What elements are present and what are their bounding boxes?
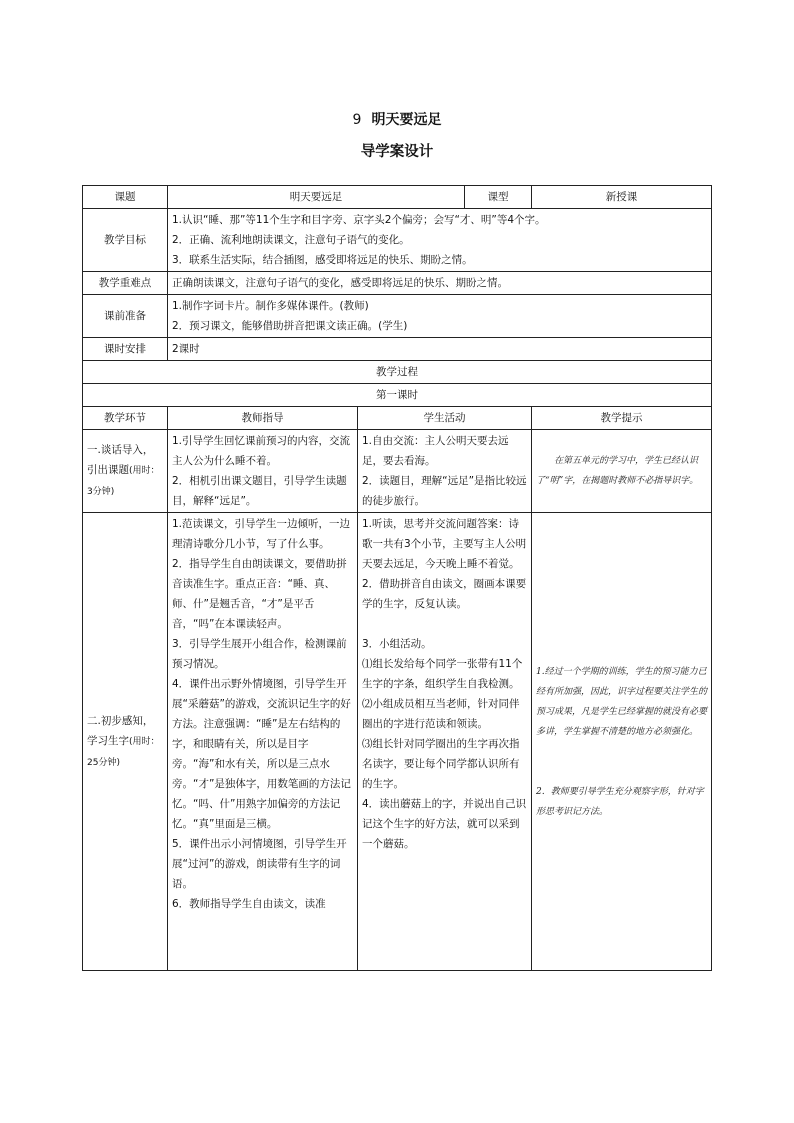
course-row — [83, 186, 712, 209]
hours-label: 课时安排 — [83, 338, 168, 361]
document-subtitle: 导学案设计 — [360, 144, 434, 160]
step-label: 二.初步感知，学习生字 — [87, 714, 154, 747]
teaching-tip: 在第五单元的学习中，学生已经认识了“明”字，在揭题时教师不必指导识字。 — [536, 456, 699, 486]
teacher-item: 2．相机引出课文题目，引导学生读题目，解释“远足”。 — [172, 475, 347, 507]
teaching-tip-cell — [532, 513, 712, 971]
focus-label: 教学重难点 — [83, 272, 168, 295]
teaching-tip-cell — [532, 430, 712, 513]
goal-item: 3．联系生活实际，结合插图，感受即将远足的快乐、期盼之情。 — [172, 254, 473, 266]
goal-item: 1.认识“睡、那”等11个生字和目字旁、京字头2个偏旁；会写“才、明”等4个字。 — [172, 214, 546, 226]
prep-row — [83, 295, 712, 338]
lesson-title — [0, 109, 794, 129]
lesson-title-text: 明天要远足 — [371, 112, 442, 128]
column-header: 学生活动 — [358, 407, 532, 430]
lesson-plan-table — [82, 185, 712, 971]
column-header-row — [83, 407, 712, 430]
teacher-item: 2．指导学生自由朗读课文，要借助拼音读准生字。重点正音：“睡、真、师、什”是翘舌音，“才”是平舌音，“吗”在本课读轻声。 — [172, 558, 347, 630]
student-item: ⑴组长发给每个同学一张带有11个生字的字条，组织学生自我检测。 — [362, 658, 523, 690]
focus-value: 正确朗读课文，注意句子语气的变化，感受即将远足的快乐、期盼之情。 — [168, 272, 712, 295]
student-item: 4．读出蘑菇上的字，并说出自己识记这个生字的好方法，就可以采到一个蘑菇。 — [362, 798, 527, 850]
step-label-cell — [83, 513, 168, 971]
teacher-guidance-cell — [168, 430, 358, 513]
process-heading-row — [83, 361, 712, 384]
step-time: (用时：3分钟) — [87, 466, 160, 497]
student-item: 1.自由交流：主人公明天要去远足，要去看海。 — [362, 435, 509, 467]
student-activity-cell — [358, 430, 532, 513]
prep-cell — [168, 295, 712, 338]
type-label: 课型 — [465, 186, 532, 209]
student-item: 2．读题目，理解“远足”是指比较远的徒步旅行。 — [362, 475, 527, 507]
session-heading-row — [83, 384, 712, 407]
session-heading: 第一课时 — [83, 384, 712, 407]
student-item: 3．小组活动。 — [362, 638, 432, 650]
teaching-tip: 2．教师要引导学生充分观察字形，针对字形思考识记方法。 — [536, 786, 704, 817]
student-item: ⑵小组成员相互当老师，针对同伴圈出的字进行范读和领读。 — [362, 698, 520, 730]
teacher-item: 6．教师指导学生自由读文，读准 — [172, 898, 326, 910]
student-item: ⑶组长针对同学圈出的生字再次指名读字，要让每个同学都认识所有的生字。 — [362, 738, 520, 790]
hours-row — [83, 338, 712, 361]
goal-item: 2．正确、流利地朗读课文，注意句子语气的变化。 — [172, 234, 410, 246]
teacher-item: 4．课件出示野外情境图，引导学生开展“采蘑菇”的游戏，交流识记生字的好方法。注意强调：“睡”是左右结构的字，和眼睛有关，所以是目字旁。“海”和水有关，所以是三点水旁。“才”是独体字，用数笔画的方法记忆。“吗、什”用熟字加偏旁的方法记忆。“真”里面是三横。 — [172, 678, 351, 830]
focus-row — [83, 272, 712, 295]
teacher-item: 5．课件出示小河情境图，引导学生开展“过河”的游戏，朗读带有生字的词语。 — [172, 838, 347, 890]
course-label: 课题 — [83, 186, 168, 209]
hours-value: 2课时 — [168, 338, 712, 361]
process-heading: 教学过程 — [83, 361, 712, 384]
prep-item: 1.制作字词卡片。制作多媒体课件。(教师) — [172, 300, 369, 312]
student-item: 1.听读，思考并交流问题答案：诗歌一共有3个小节，主要写主人公明天要去远足，今天晚上睡不着觉。 — [362, 518, 527, 570]
column-header: 教学提示 — [532, 407, 712, 430]
type-value: 新授课 — [532, 186, 712, 209]
teaching-tip: 1.经过一个学期的训练，学生的预习能力已经有所加强，因此，识字过程要关注学生的预习成果，凡是学生已经掌握的就没有必要多讲，学生掌握不清楚的地方必须强化。 — [536, 666, 708, 737]
goals-label: 教学目标 — [83, 209, 168, 272]
teacher-item: 3．引导学生展开小组合作，检测课前预习情况。 — [172, 638, 347, 670]
prep-label: 课前准备 — [83, 295, 168, 338]
student-item: 2．借助拼音自由读文，圈画本课要学的生字，反复认读。 — [362, 578, 527, 610]
teacher-item: 1.引导学生回忆课前预习的内容，交流主人公为什么睡不着。 — [172, 435, 351, 467]
course-value: 明天要远足 — [168, 186, 465, 209]
column-header: 教学环节 — [83, 407, 168, 430]
step-label-cell — [83, 430, 168, 513]
student-activity-cell — [358, 513, 532, 971]
goals-cell — [168, 209, 712, 272]
column-header: 教师指导 — [168, 407, 358, 430]
goals-row — [83, 209, 712, 272]
step-row — [83, 513, 712, 971]
step-time: (用时：25分钟) — [87, 736, 160, 768]
step-label: 一.谈话导入，引出课题 — [87, 444, 154, 476]
teacher-guidance-cell — [168, 513, 358, 971]
step-row — [83, 430, 712, 513]
prep-item: 2．预习课文，能够借助拼音把课文读正确。(学生) — [172, 320, 408, 332]
teacher-item: 1.范读课文，引导学生一边倾听，一边理清诗歌分几小节，写了什么事。 — [172, 518, 351, 550]
lesson-number: 9 — [352, 112, 362, 128]
